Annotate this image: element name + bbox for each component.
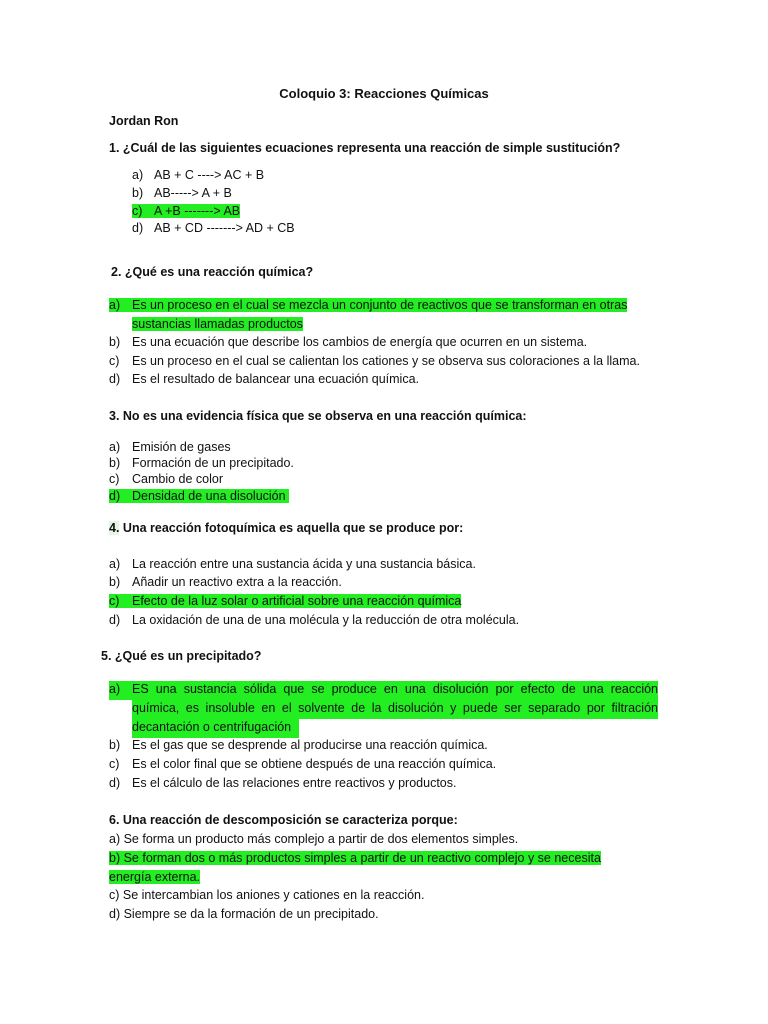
q2-option-d: d) Es el resultado de balancear una ecuación química. — [109, 372, 419, 386]
q5-option-a-line2: química, es insoluble en el solvente de la disolución y puede ser separado por filtración — [132, 701, 658, 715]
q1-option-d: d) AB + CD -------> AD + CB — [132, 221, 295, 235]
question-2: 2. ¿Qué es una reacción química? — [111, 265, 314, 279]
q4-option-c-highlighted: c) Efecto de la luz solar o artificial sobre una reacción química — [109, 594, 462, 608]
q6-option-a: a) Se forma un producto más complejo a partir de dos elementos simples. — [109, 832, 519, 846]
q2-option-a-line2: sustancias llamadas productos — [132, 317, 303, 331]
question-4-number: 4. — [109, 521, 120, 535]
q1-option-a: a) AB + C ----> AC + B — [132, 168, 265, 182]
q1-option-b: b) AB-----> A + B — [132, 186, 232, 200]
question-4: 4. Una reacción fotoquímica es aquella que se produce por: — [109, 521, 464, 535]
q5-option-b: b) Es el gas que se desprende al producirse una reacción química. — [109, 738, 488, 752]
question-5: 5. ¿Qué es un precipitado? — [101, 649, 262, 663]
document-title: Coloquio 3: Reacciones Químicas — [279, 86, 489, 101]
q5-option-a-letter: a) — [109, 682, 121, 696]
q3-option-c: c) Cambio de color — [109, 472, 224, 486]
q4-option-b: b) Añadir un reactivo extra a la reacción. — [109, 575, 342, 589]
q6-option-b-line2: energía externa. — [109, 870, 201, 884]
q2-option-a-highlighted: a) Es un proceso en el cual se mezcla un conjunto de reactivos que se transforman en otras — [109, 298, 628, 312]
question-1: 1. ¿Cuál de las siguientes ecuaciones representa una reacción de simple sustitución? — [109, 141, 621, 155]
question-3: 3. No es una evidencia física que se observa en una reacción química: — [109, 409, 527, 423]
q5-option-c: c) Es el color final que se obtiene después de una reacción química. — [109, 757, 497, 771]
q3-option-a: a) Emisión de gases — [109, 440, 231, 454]
q4-option-d: d) La oxidación de una de una molécula y la reducción de otra molécula. — [109, 613, 520, 627]
q5-option-d: d) Es el cálculo de las relaciones entre reactivos y productos. — [109, 776, 457, 790]
q6-option-d: d) Siempre se da la formación de un precipitado. — [109, 907, 379, 921]
q2-option-b: b) Es una ecuación que describe los cambios de energía que ocurren en un sistema. — [109, 335, 588, 349]
q5-option-a-line3: decantación o centrifugación — [132, 720, 292, 734]
q3-option-d-highlighted: d) Densidad de una disolución — [109, 489, 289, 503]
q6-option-b-highlighted: b) Se forman dos o más productos simples a partir de un reactivo complejo y se necesita — [109, 851, 601, 865]
q5-option-a-line1: ES una sustancia sólida que se produce en una disolución por efecto de una reacción — [132, 682, 658, 696]
author-name: Jordan Ron — [109, 114, 179, 128]
q3-option-b: b) Formación de un precipitado. — [109, 456, 294, 470]
q6-option-c: c) Se intercambian los aniones y cationes en la reacción. — [109, 888, 425, 902]
q2-option-c: c) Es un proceso en el cual se calientan los cationes y se observa sus coloraciones a la llama. — [109, 354, 640, 368]
question-6: 6. Una reacción de descomposición se caracteriza porque: — [109, 813, 458, 827]
q1-option-c-highlighted: c) A +B -------> AB — [132, 204, 241, 218]
q4-option-a: a) La reacción entre una sustancia ácida y una sustancia básica. — [109, 557, 476, 571]
